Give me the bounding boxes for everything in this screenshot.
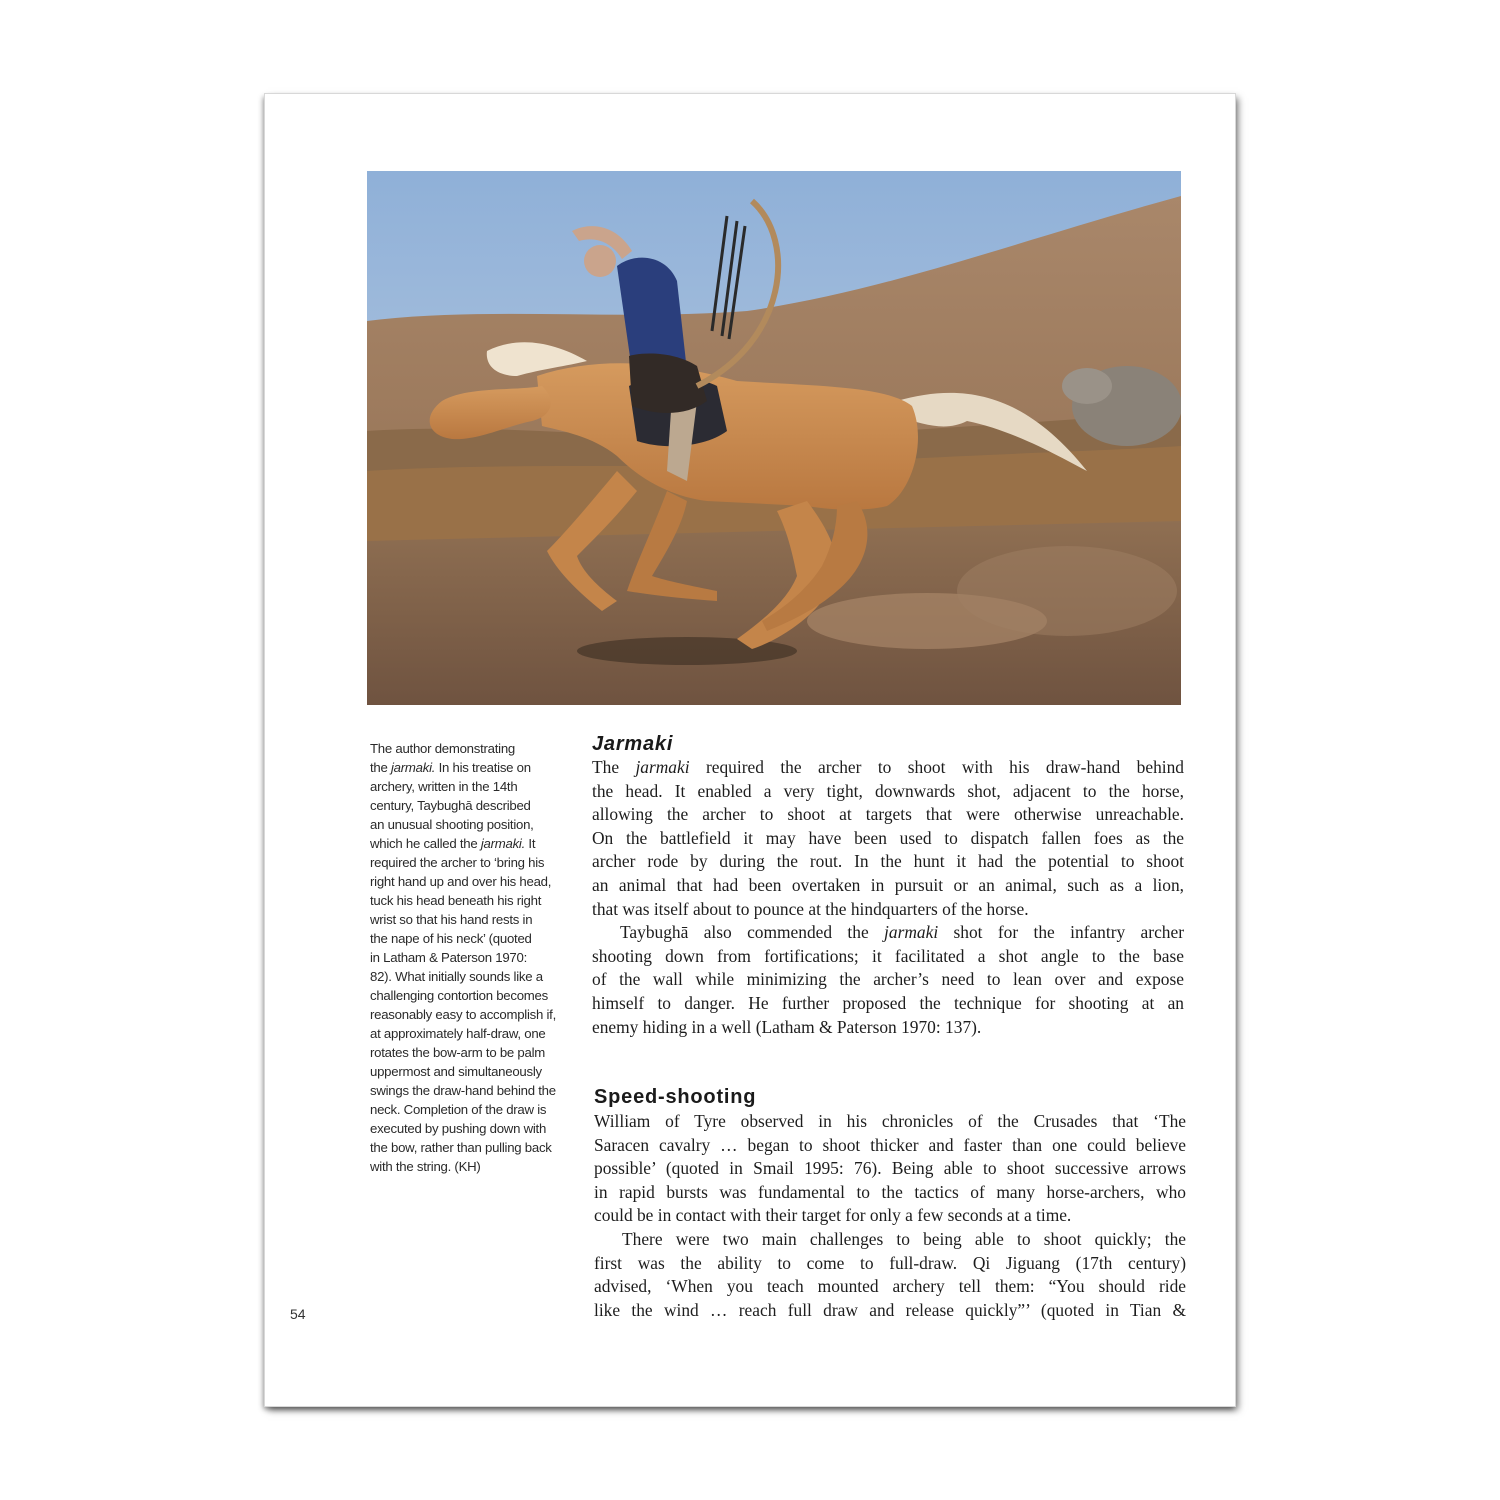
text-line: The jarmaki required the archer to shoot with his draw-hand behind bbox=[592, 757, 1184, 777]
caption-line: archery, written in the 14th bbox=[370, 779, 518, 794]
text-line: archer rode by during the rout. In the hunt it had the potential to shoot bbox=[592, 851, 1184, 872]
section-body-speed-shooting bbox=[594, 1110, 1186, 1322]
text-line: Saracen cavalry … began to shoot thicker and faster than one could believe bbox=[594, 1134, 1186, 1155]
text-line: William of Tyre observed in his chronicles of the Crusades that ‘The bbox=[594, 1111, 1186, 1131]
text-line: of the wall while minimizing the archer’s need to lean over and expose bbox=[592, 969, 1184, 990]
caption-line: 82). What initially sounds like a bbox=[370, 969, 543, 984]
photo-caption bbox=[370, 739, 570, 1176]
horse-archer-photo bbox=[367, 171, 1181, 705]
text-line: On the battlefield it may have been used to dispatch fallen foes as the bbox=[592, 827, 1184, 848]
caption-line: reasonably easy to accomplish if, bbox=[370, 1007, 556, 1022]
caption-line: required the archer to ‘bring his bbox=[370, 855, 545, 870]
text-line: the head. It enabled a very tight, downwards shot, adjacent to the horse, bbox=[592, 780, 1184, 801]
caption-line: the nape of his neck’ (quoted bbox=[370, 931, 532, 946]
text-line: first was the ability to come to full-draw. Qi Jiguang (17th century) bbox=[594, 1252, 1186, 1273]
text-line: Taybughā also commended the jarmaki shot for the infantry archer bbox=[620, 922, 1184, 943]
caption-line: challenging contortion becomes bbox=[370, 988, 548, 1003]
text-line: that was itself about to pounce at the hindquarters of the horse. bbox=[592, 898, 1029, 919]
caption-line: rotates the bow-arm to be palm bbox=[370, 1045, 546, 1060]
italic-term: jarmaki bbox=[884, 922, 939, 943]
section-heading-speed-shooting: Speed-shooting bbox=[594, 1086, 757, 1108]
page-number: 54 bbox=[290, 1306, 306, 1322]
italic-term: jarmaki. bbox=[391, 760, 436, 775]
text-line: could be in contact with their target for only a few seconds at a time. bbox=[594, 1205, 1072, 1226]
caption-line: the jarmaki. In his treatise on bbox=[370, 760, 531, 775]
italic-term: jarmaki. bbox=[480, 836, 526, 851]
section-heading-jarmaki: Jarmaki bbox=[592, 733, 674, 755]
caption-line: with the string. (KH) bbox=[370, 1159, 481, 1174]
caption-line: wrist so that his hand rests in bbox=[370, 912, 533, 927]
caption-line: the bow, rather than pulling back bbox=[370, 1140, 552, 1155]
caption-line: at approximately half-draw, one bbox=[370, 1026, 546, 1041]
caption-line: in Latham & Paterson 1970: bbox=[370, 950, 527, 965]
section-body-jarmaki bbox=[592, 756, 1184, 1039]
caption-line: tuck his head beneath his right bbox=[370, 893, 542, 908]
text-line: in rapid bursts was fundamental to the tactics of many horse-archers, who bbox=[594, 1181, 1186, 1202]
italic-term: jarmaki bbox=[635, 757, 690, 777]
text-line: shooting down from fortifications; it facilitated a shot angle to the base bbox=[592, 945, 1184, 966]
text-line: an animal that had been overtaken in pursuit or an animal, such as a lion, bbox=[592, 874, 1184, 895]
text-line: allowing the archer to shoot at targets that were otherwise unreachable. bbox=[592, 804, 1184, 825]
caption-line: executed by pushing down with bbox=[370, 1121, 547, 1136]
caption-line: neck. Completion of the draw is bbox=[370, 1102, 547, 1117]
book-page bbox=[265, 94, 1235, 1406]
caption-line: The author demonstrating bbox=[370, 741, 516, 756]
text-line: advised, ‘When you teach mounted archery tell them: “You should ride bbox=[594, 1276, 1186, 1297]
text-line: enemy hiding in a well (Latham & Paterson 1970: 137). bbox=[592, 1016, 982, 1037]
caption-line: swings the draw-hand behind the bbox=[370, 1083, 556, 1098]
text-line: himself to danger. He further proposed the technique for shooting at an bbox=[592, 992, 1184, 1013]
text-line: like the wind … reach full draw and release quickly”’ (quoted in Tian & bbox=[594, 1299, 1186, 1320]
text-line: There were two main challenges to being able to shoot quickly; the bbox=[622, 1228, 1186, 1249]
caption-line: century, Taybughā described bbox=[370, 798, 531, 813]
caption-line: uppermost and simultaneously bbox=[370, 1064, 542, 1079]
text-line: possible’ (quoted in Smail 1995: 76). Being able to shoot successive arrows bbox=[594, 1158, 1186, 1179]
caption-line: which he called the jarmaki. It bbox=[370, 836, 536, 851]
caption-line: an unusual shooting position, bbox=[370, 817, 534, 832]
caption-line: right hand up and over his head, bbox=[370, 874, 552, 889]
